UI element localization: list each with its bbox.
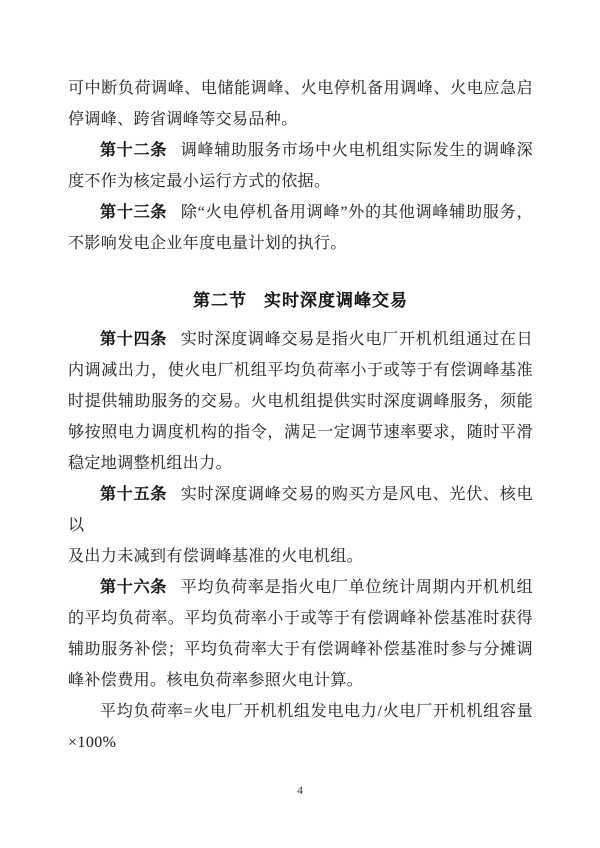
article-number: 第十四条 [100, 331, 168, 348]
line-text: 可中断负荷调峰、电储能调峰、火电停机备用调峰、火电应急启 [68, 80, 533, 97]
formula-line [68, 727, 533, 758]
formula-line [68, 696, 533, 727]
line-text: ×100% [68, 734, 117, 751]
line-text: 调峰辅助服务市场中火电机组实际发生的调峰深 [180, 142, 533, 159]
article-line [68, 572, 533, 603]
line-text: 实时深度调峰交易是指火电厂开机机组通过在日 [180, 331, 533, 348]
body-line [68, 386, 533, 417]
line-text: 除“火电停机备用调峰”外的其他调峰辅助服务， [180, 204, 533, 221]
line-text: 平均负荷率=火电厂开机机组发电电力/火电厂开机机组容量 [100, 703, 533, 720]
line-text: 停调峰、跨省调峰等交易品种。 [68, 111, 298, 128]
line-text: 平均负荷率是指火电厂单位统计周期内开机机组 [180, 579, 533, 596]
article-line [68, 324, 533, 355]
line-text: 时提供辅助服务的交易。火电机组提供实时深度调峰服务，须能 [68, 393, 533, 410]
line-text: 稳定地调整机组出力。 [68, 455, 233, 472]
line-text: 及出力未减到有偿调峰基准的火电机组。 [68, 548, 364, 565]
body-line [68, 355, 533, 386]
page-number: 4 [297, 783, 303, 797]
article-number: 第十二条 [100, 142, 168, 159]
body-line [68, 603, 533, 634]
body-line [68, 228, 533, 259]
section-heading-label: 第二节 [193, 291, 247, 310]
section-heading-title: 实时深度调峰交易 [264, 291, 408, 310]
body-line [68, 417, 533, 448]
body-line [68, 634, 533, 665]
document-text-block [68, 73, 533, 758]
line-text: 度不作为核定最小运行方式的依据。 [68, 173, 331, 190]
article-number: 第十六条 [100, 579, 168, 596]
body-line [68, 541, 533, 572]
body-line [68, 448, 533, 479]
article-line [68, 479, 533, 541]
line-text: 够按照电力调度机构的指令，满足一定调节速率要求，随时平滑 [68, 424, 533, 441]
line-text: 的平均负荷率。平均负荷率小于或等于有偿调峰补偿基准时获得 [68, 610, 533, 627]
body-line [68, 166, 533, 197]
article-number: 第十五条 [100, 486, 168, 503]
line-text: 辅助服务补偿；平均负荷率大于有偿调峰补偿基准时参与分摊调 [68, 641, 533, 658]
body-line [68, 73, 533, 104]
body-line [68, 665, 533, 696]
line-text: 实时深度调峰交易的购买方是风电、光伏、核电以 [68, 486, 533, 534]
line-text: 不影响发电企业年度电量计划的执行。 [68, 235, 347, 252]
section-heading [68, 285, 533, 316]
article-number: 第十三条 [100, 204, 168, 221]
line-text: 峰补偿费用。核电负荷率参照火电计算。 [68, 672, 364, 689]
article-line [68, 197, 533, 228]
article-line [68, 135, 533, 166]
body-line [68, 104, 533, 135]
line-text: 内调减出力，使火电厂机组平均负荷率小于或等于有偿调峰基准 [68, 362, 533, 379]
